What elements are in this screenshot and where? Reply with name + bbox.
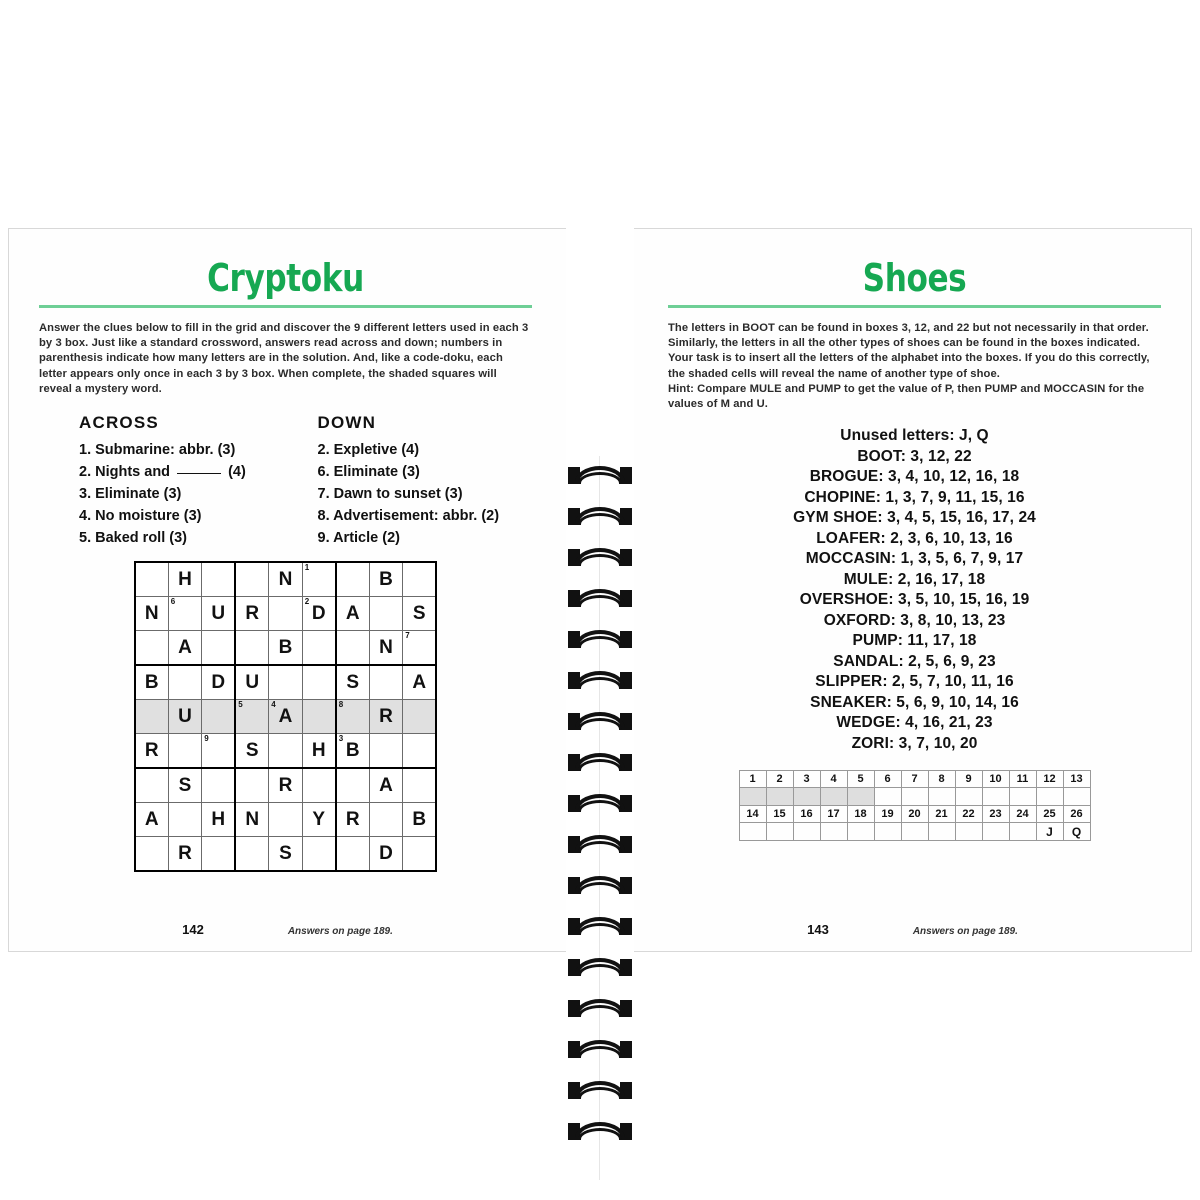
- cell-letter: A: [345, 603, 360, 625]
- cryptoku-cell[interactable]: [336, 700, 370, 734]
- code-answer-cell[interactable]: [874, 823, 901, 841]
- cryptoku-cell[interactable]: [269, 597, 303, 631]
- shoe-clue-item: OVERSHOE: 3, 5, 10, 15, 16, 19: [799, 591, 1030, 609]
- cell-letter: N: [379, 637, 393, 659]
- cryptoku-cell[interactable]: [369, 734, 403, 769]
- cell-letter: B: [412, 809, 427, 831]
- code-number-cell: 19: [874, 806, 901, 823]
- code-grid-row: [739, 823, 1090, 841]
- cryptoku-cell[interactable]: [202, 631, 236, 666]
- code-number-cell: 25: [1036, 806, 1063, 823]
- code-answer-cell[interactable]: [982, 788, 1009, 806]
- code-answer-cell[interactable]: [847, 788, 874, 806]
- code-number-cell: 24: [1009, 806, 1036, 823]
- answers-note-right: Answers on page 189.: [912, 926, 1018, 937]
- cryptoku-cell[interactable]: [235, 768, 269, 803]
- down-clue-9: 9. Article (2): [317, 530, 400, 547]
- cryptoku-row: [135, 734, 437, 769]
- code-answer-cell[interactable]: [1009, 788, 1036, 806]
- code-grid-row: [739, 806, 1090, 823]
- cell-letter: R: [379, 706, 393, 728]
- shoe-clue-list: [668, 426, 1161, 754]
- code-answer-cell[interactable]: [928, 823, 955, 841]
- right-page: [634, 228, 1192, 952]
- code-answer-cell[interactable]: [901, 823, 928, 841]
- shoes-instructions-text: The letters in BOOT can be found in boxes 3, 12, and 22 but not necessarily in that order. Similarly, the letters in all the other types of shoes can be found in the boxes indicated. Your task is to insert all the letters of the alphabet into the boxes. If you do this correctly, the shaded cells will reveal the name of another type of shoe.: [668, 322, 1150, 380]
- cryptoku-cell[interactable]: [403, 768, 437, 803]
- code-number-cell: 1: [739, 771, 766, 788]
- code-answer-cell[interactable]: [955, 788, 982, 806]
- cryptoku-cell[interactable]: [269, 665, 303, 700]
- code-answer-cell[interactable]: [874, 788, 901, 806]
- cryptoku-cell[interactable]: [235, 803, 269, 837]
- cryptoku-cell[interactable]: [269, 734, 303, 769]
- cryptoku-cell[interactable]: [403, 803, 437, 837]
- cell-letter: B: [144, 672, 159, 694]
- cryptoku-row: [135, 665, 437, 700]
- code-answer-cell[interactable]: [1063, 788, 1090, 806]
- cryptoku-cell[interactable]: [202, 734, 236, 769]
- shoes-hint-text: Hint: Compare MULE and PUMP to get the value of P, then PUMP and MOCCASIN for the values of M and U.: [668, 382, 1145, 411]
- binding-coil: [566, 958, 634, 977]
- cryptoku-cell[interactable]: [269, 803, 303, 837]
- shoe-clue-item: GYM SHOE: 3, 4, 5, 15, 16, 17, 24: [793, 509, 1036, 527]
- cell-letter: A: [178, 637, 192, 659]
- cryptoku-cell[interactable]: [135, 768, 169, 803]
- cell-letter: B: [379, 569, 393, 591]
- cryptoku-cell[interactable]: [336, 768, 370, 803]
- down-clue-6: 6. Eliminate (3): [317, 464, 420, 481]
- down-clue-8: 8. Advertisement: abbr. (2): [317, 508, 500, 525]
- cell-letter: S: [245, 740, 259, 762]
- cell-letter: R: [345, 809, 360, 831]
- cryptoku-cell[interactable]: [336, 837, 370, 872]
- cryptoku-cell[interactable]: [369, 631, 403, 666]
- binding-coil: [566, 1081, 634, 1100]
- cell-letter: N: [278, 569, 293, 591]
- clue-number: 5: [238, 700, 243, 710]
- cell-letter: Y: [312, 809, 326, 831]
- code-number-cell: 3: [793, 771, 820, 788]
- cryptoku-cell[interactable]: [302, 665, 336, 700]
- code-answer-cell[interactable]: [739, 823, 766, 841]
- across-clue-1: 1. Submarine: abbr. (3): [79, 442, 236, 459]
- cryptoku-cell[interactable]: [369, 665, 403, 700]
- code-number-cell: 26: [1063, 806, 1090, 823]
- shoe-clue-item: ZORI: 3, 7, 10, 20: [851, 734, 978, 752]
- shoe-clue-item: BOOT: 3, 12, 22: [857, 447, 972, 465]
- left-page-footer: [9, 922, 566, 937]
- cryptoku-instructions: Answer the clues below to fill in the grid and discover the 9 different letters used in each 3 by 3 box. Just like a standard crossword, answers read across and down; numbers in parenthesis indicate how many letters are in the solution. And, like a code-doku, each letter appears only once in each 3 by 3 box. When complete, the shaded squares will reveal a mystery word.: [39, 322, 529, 395]
- clue-number: 7: [405, 631, 410, 641]
- cryptoku-cell[interactable]: [135, 837, 169, 872]
- cryptoku-cell[interactable]: [403, 631, 437, 666]
- code-number-cell: 8: [928, 771, 955, 788]
- shoe-clue-item: LOAFER: 2, 3, 6, 10, 13, 16: [816, 529, 1013, 547]
- title-rule: [668, 305, 1161, 308]
- across-column: [79, 413, 294, 549]
- code-number-cell: 7: [901, 771, 928, 788]
- cell-letter: B: [345, 740, 360, 762]
- down-column: [318, 413, 533, 549]
- cryptoku-cell[interactable]: [302, 837, 336, 872]
- code-number-cell: 4: [820, 771, 847, 788]
- cryptoku-cell[interactable]: [403, 665, 437, 700]
- spiral-binding: [566, 456, 634, 1180]
- code-answer-cell[interactable]: [847, 823, 874, 841]
- code-answer-cell[interactable]: [793, 788, 820, 806]
- code-answer-cell[interactable]: [928, 788, 955, 806]
- shoe-clue-item: SLIPPER: 2, 5, 7, 10, 11, 16: [815, 673, 1014, 691]
- cell-letter: N: [144, 603, 159, 625]
- cryptoku-cell[interactable]: [403, 734, 437, 769]
- shoe-clue-item: SANDAL: 2, 5, 6, 9, 23: [833, 652, 996, 670]
- cell-letter: A: [412, 672, 427, 694]
- blank-line: [177, 473, 221, 474]
- code-answer-cell[interactable]: [820, 823, 847, 841]
- shoe-clue-item: OXFORD: 3, 8, 10, 13, 23: [823, 611, 1006, 629]
- clue-columns: [39, 413, 532, 549]
- shoe-clue-item: MULE: 2, 16, 17, 18: [843, 570, 986, 588]
- code-answer-cell[interactable]: [901, 788, 928, 806]
- code-answer-cell[interactable]: [793, 823, 820, 841]
- cryptoku-cell[interactable]: [403, 837, 437, 872]
- cryptoku-cell[interactable]: [302, 803, 336, 837]
- binding-coil: [566, 999, 634, 1018]
- binding-coil: [566, 466, 634, 485]
- cell-letter: N: [245, 809, 260, 831]
- code-number-cell: 21: [928, 806, 955, 823]
- cell-letter: A: [144, 809, 159, 831]
- code-number-cell: 15: [766, 806, 793, 823]
- cryptoku-cell[interactable]: [269, 631, 303, 666]
- cell-letter: R: [245, 603, 260, 625]
- cryptoku-cell[interactable]: [168, 768, 202, 803]
- cryptoku-cell[interactable]: [336, 665, 370, 700]
- code-answer-cell[interactable]: [766, 823, 793, 841]
- cell-letter: D: [379, 843, 393, 865]
- cryptoku-cell[interactable]: [168, 631, 202, 666]
- open-book-spread: [0, 228, 1200, 952]
- cryptoku-cell[interactable]: [336, 597, 370, 631]
- cryptoku-cell[interactable]: [168, 597, 202, 631]
- code-grid-row: [739, 788, 1090, 806]
- cryptoku-grid[interactable]: [134, 561, 438, 872]
- clue-number: 2: [304, 597, 310, 607]
- cryptoku-cell[interactable]: [302, 597, 336, 631]
- cryptoku-cell[interactable]: [369, 597, 403, 631]
- cryptoku-cell[interactable]: [369, 562, 403, 597]
- across-clue-3: 3. Eliminate (3): [79, 486, 182, 503]
- cryptoku-cell[interactable]: [302, 700, 336, 734]
- right-page-footer: [634, 922, 1191, 937]
- code-number-cell: 22: [955, 806, 982, 823]
- shoe-clue-item: PUMP: 11, 17, 18: [852, 632, 977, 650]
- binding-coil: [566, 712, 634, 731]
- cryptoku-cell[interactable]: [135, 562, 169, 597]
- across-heading: ACROSS: [79, 413, 159, 433]
- code-grid-wrapper: [668, 770, 1161, 841]
- binding-coil: [566, 876, 634, 895]
- cryptoku-cell[interactable]: [235, 631, 269, 666]
- code-answer-cell[interactable]: [766, 788, 793, 806]
- cell-letter: A: [278, 706, 293, 728]
- cryptoku-cell[interactable]: [202, 700, 236, 734]
- code-number-cell: 16: [793, 806, 820, 823]
- shoes-instructions: [668, 321, 1161, 412]
- cryptoku-cell[interactable]: [336, 562, 370, 597]
- title-rule: [39, 305, 532, 308]
- cryptoku-cell[interactable]: [302, 631, 336, 666]
- binding-coil: [566, 794, 634, 813]
- code-number-cell: 18: [847, 806, 874, 823]
- cryptoku-cell[interactable]: [202, 803, 236, 837]
- cryptoku-cell[interactable]: [168, 803, 202, 837]
- code-number-cell: 10: [982, 771, 1009, 788]
- clue-number: 1: [304, 563, 310, 573]
- cryptoku-cell[interactable]: [202, 837, 236, 872]
- shoe-clue-item: WEDGE: 4, 16, 21, 23: [836, 714, 993, 732]
- across-clue-2: 2. Nights and (4): [79, 464, 246, 481]
- cell-letter: B: [278, 637, 293, 659]
- binding-coil: [566, 835, 634, 854]
- page-title-cryptoku: Cryptoku: [207, 256, 364, 300]
- cryptoku-cell[interactable]: [168, 665, 202, 700]
- cell-letter: R: [178, 843, 192, 865]
- binding-coil: [566, 630, 634, 649]
- code-answer-cell[interactable]: Q: [1063, 823, 1090, 841]
- cryptoku-cell[interactable]: [369, 768, 403, 803]
- code-answer-cell[interactable]: [820, 788, 847, 806]
- cell-letter: S: [279, 843, 292, 865]
- code-answer-cell[interactable]: [1036, 788, 1063, 806]
- cryptoku-cell[interactable]: [302, 734, 336, 769]
- cryptoku-row: [135, 631, 437, 666]
- code-number-cell: 17: [820, 806, 847, 823]
- cryptoku-cell[interactable]: [336, 803, 370, 837]
- code-answer-cell[interactable]: [955, 823, 982, 841]
- binding-coil: [566, 1122, 634, 1141]
- cryptoku-cell[interactable]: [269, 837, 303, 872]
- code-number-cell: 13: [1063, 771, 1090, 788]
- cryptoku-cell[interactable]: [336, 734, 370, 769]
- cryptoku-cell[interactable]: [135, 597, 169, 631]
- cryptoku-row: [135, 700, 437, 734]
- code-number-cell: 2: [766, 771, 793, 788]
- page-number-left: 142: [182, 922, 204, 937]
- cryptoku-cell[interactable]: [168, 700, 202, 734]
- code-number-cell: 9: [955, 771, 982, 788]
- down-clue-7: 7. Dawn to sunset (3): [317, 486, 463, 503]
- cryptoku-cell[interactable]: [302, 768, 336, 803]
- cell-letter: S: [412, 603, 426, 625]
- cryptoku-cell[interactable]: [168, 837, 202, 872]
- code-number-cell: 12: [1036, 771, 1063, 788]
- cell-letter: R: [278, 775, 293, 797]
- cryptoku-cell[interactable]: [135, 734, 169, 769]
- cryptoku-row: [135, 803, 437, 837]
- clue-number: 9: [204, 734, 209, 744]
- cell-letter: H: [178, 569, 192, 591]
- code-answer-cell[interactable]: [739, 788, 766, 806]
- code-number-cell: 5: [847, 771, 874, 788]
- cell-letter: U: [178, 706, 192, 728]
- cryptoku-row: [135, 597, 437, 631]
- code-answer-cell[interactable]: [982, 823, 1009, 841]
- cryptoku-cell[interactable]: [369, 700, 403, 734]
- code-answer-cell[interactable]: [1009, 823, 1036, 841]
- cell-letter: D: [311, 603, 326, 625]
- cryptoku-cell[interactable]: [302, 562, 336, 597]
- binding-coil: [566, 753, 634, 772]
- binding-coil: [566, 548, 634, 567]
- binding-coil: [566, 1040, 634, 1059]
- cryptoku-cell[interactable]: [269, 700, 303, 734]
- code-answer-cell[interactable]: J: [1036, 823, 1063, 841]
- cryptoku-cell[interactable]: [269, 768, 303, 803]
- cryptoku-row: [135, 562, 437, 597]
- across-clue-4: 4. No moisture (3): [79, 508, 202, 525]
- cell-letter: U: [211, 603, 226, 625]
- binding-coil: [566, 671, 634, 690]
- code-number-cell: 6: [874, 771, 901, 788]
- code-number-cell: 14: [739, 806, 766, 823]
- code-number-cell: 11: [1009, 771, 1036, 788]
- cryptoku-grid-wrapper: [39, 561, 532, 872]
- binding-coil: [566, 507, 634, 526]
- shoe-clue-item: SNEAKER: 5, 6, 9, 10, 14, 16: [810, 693, 1019, 711]
- cryptoku-cell[interactable]: [235, 562, 269, 597]
- unused-letters-line: Unused letters: J, Q: [840, 427, 989, 445]
- cryptoku-cell[interactable]: [135, 631, 169, 666]
- cryptoku-row: [135, 837, 437, 872]
- cryptoku-cell[interactable]: [269, 562, 303, 597]
- page-title-shoes: Shoes: [862, 256, 967, 300]
- clue-number: 6: [170, 597, 176, 607]
- cell-letter: S: [346, 672, 360, 694]
- binding-coil: [566, 589, 634, 608]
- down-clue-2: 2. Expletive (4): [317, 442, 420, 459]
- cryptoku-cell[interactable]: [403, 562, 437, 597]
- cryptoku-cell[interactable]: [369, 803, 403, 837]
- cell-letter: D: [211, 672, 226, 694]
- cell-letter: H: [311, 740, 326, 762]
- cryptoku-cell[interactable]: [235, 597, 269, 631]
- cryptoku-cell[interactable]: [168, 562, 202, 597]
- cryptoku-cell[interactable]: [135, 700, 169, 734]
- letter-code-grid[interactable]: [739, 770, 1091, 841]
- cryptoku-cell[interactable]: [336, 631, 370, 666]
- cryptoku-cell[interactable]: [202, 597, 236, 631]
- cryptoku-cell[interactable]: [235, 837, 269, 872]
- cryptoku-row: [135, 768, 437, 803]
- cryptoku-cell[interactable]: [235, 734, 269, 769]
- shoe-clue-item: BROGUE: 3, 4, 10, 12, 16, 18: [809, 468, 1020, 486]
- cryptoku-cell[interactable]: [235, 665, 269, 700]
- cryptoku-cell[interactable]: [202, 768, 236, 803]
- cryptoku-cell[interactable]: [403, 597, 437, 631]
- cell-letter: A: [379, 775, 393, 797]
- shoe-clue-item: MOCCASIN: 1, 3, 5, 6, 7, 9, 17: [805, 550, 1024, 568]
- cryptoku-cell[interactable]: [135, 803, 169, 837]
- cryptoku-cell[interactable]: [369, 837, 403, 872]
- across-clue-5: 5. Baked roll (3): [79, 530, 187, 547]
- answers-note-left: Answers on page 189.: [287, 926, 393, 937]
- cryptoku-cell[interactable]: [168, 734, 202, 769]
- cryptoku-cell[interactable]: [202, 562, 236, 597]
- left-page: [8, 228, 566, 952]
- code-number-cell: 20: [901, 806, 928, 823]
- down-heading: DOWN: [317, 413, 377, 433]
- cryptoku-cell[interactable]: [135, 665, 169, 700]
- cryptoku-cell[interactable]: [403, 700, 437, 734]
- code-number-cell: 23: [982, 806, 1009, 823]
- shoe-clue-item: CHOPINE: 1, 3, 7, 9, 11, 15, 16: [804, 488, 1025, 506]
- page-number-right: 143: [807, 922, 829, 937]
- code-grid-row: [739, 771, 1090, 788]
- clue-number: 4: [271, 700, 276, 710]
- cell-letter: R: [144, 740, 159, 762]
- binding-coil: [566, 917, 634, 936]
- clue-number: 8: [338, 700, 344, 710]
- cryptoku-cell[interactable]: [202, 665, 236, 700]
- cell-letter: H: [211, 809, 226, 831]
- cell-letter: U: [245, 672, 260, 694]
- cryptoku-cell[interactable]: [235, 700, 269, 734]
- clue-number: 3: [338, 734, 344, 744]
- cell-letter: S: [178, 775, 192, 797]
